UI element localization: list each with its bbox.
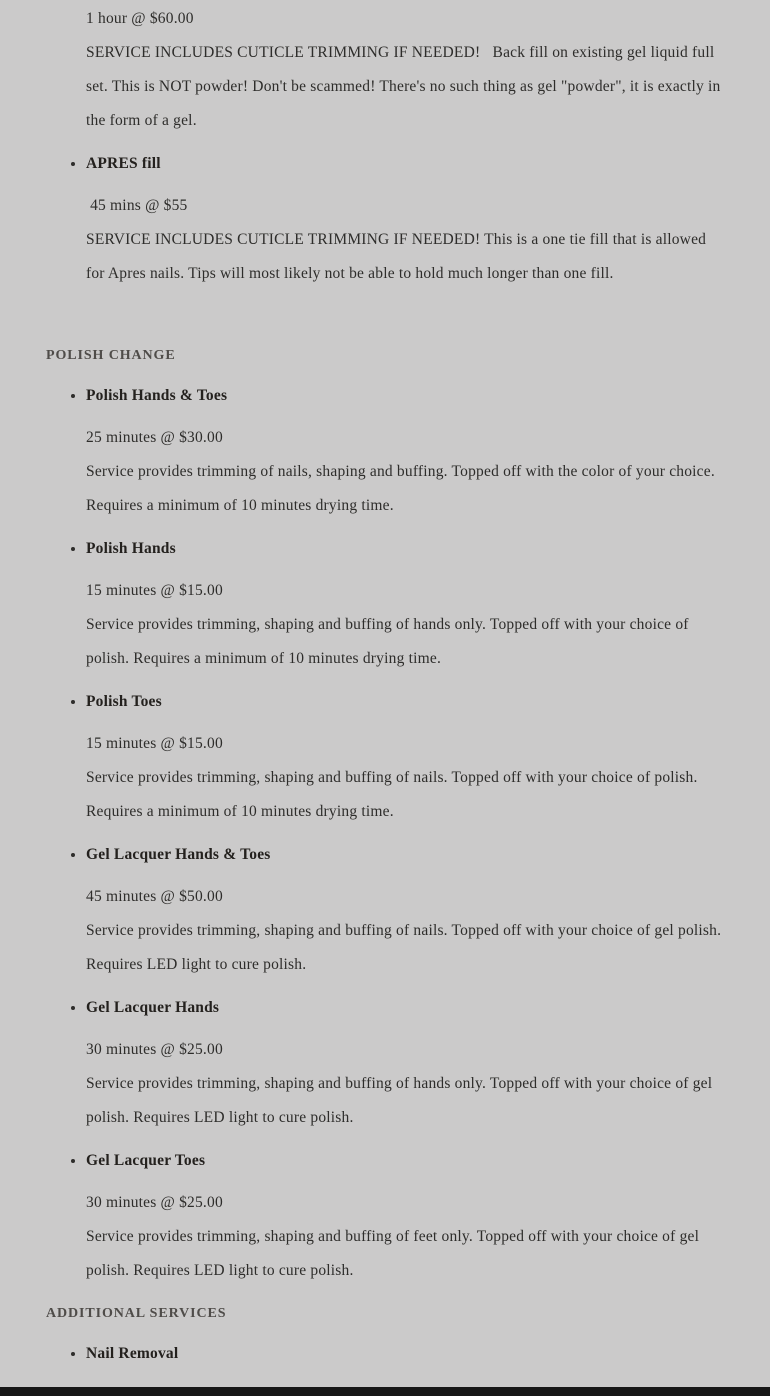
- service-item: [86, 685, 724, 829]
- service-name: • Gel Lacquer Toes: [86, 1152, 206, 1169]
- service-name: • Nail Removal: [86, 1345, 179, 1362]
- service-item: [86, 532, 724, 676]
- service-description: SERVICE INCLUDES CUTICLE TRIMMING IF NEEDED! This is a one tie fill that is allowed for Apres nails. Tips will most likely not be able to hold much longer than one fill.: [86, 231, 711, 282]
- service-name: • Gel Lacquer Hands: [86, 999, 220, 1016]
- service-section: [46, 2, 724, 291]
- service-item: [86, 379, 724, 523]
- service-description: Service provides trimming, shaping and buffing of hands only. Topped off with your choice of gel polish. Requires LED light to cure polish.: [86, 1075, 717, 1126]
- service-description: Service provides trimming, shaping and buffing of hands only. Topped off with your choice of polish. Requires a minimum of 10 minutes drying time.: [86, 616, 693, 667]
- service-description: Service provides trimming of nails, shaping and buffing. Topped off with the color of your choice. Requires a minimum of 10 minutes drying time.: [86, 463, 719, 514]
- service-item: [86, 147, 724, 291]
- services-list: [46, 2, 724, 1371]
- service-duration-price: 45 mins @ $55: [86, 197, 188, 214]
- service-duration-price: 30 minutes @ $25.00: [86, 1041, 223, 1058]
- service-items: [46, 379, 724, 1288]
- service-name: • Polish Hands: [86, 540, 176, 557]
- service-duration-price: 25 minutes @ $30.00: [86, 429, 223, 446]
- service-name: • Polish Hands & Toes: [86, 387, 228, 404]
- section-heading: POLISH CHANGE: [46, 348, 176, 363]
- service-item: [86, 2, 724, 138]
- service-item: [86, 838, 724, 982]
- service-duration-price: 15 minutes @ $15.00: [86, 735, 223, 752]
- service-section: [46, 339, 724, 1288]
- service-items: [46, 1337, 724, 1371]
- section-heading: ADDITIONAL SERVICES: [46, 1306, 227, 1321]
- service-duration-price: 30 minutes @ $25.00: [86, 1194, 223, 1211]
- service-section: [46, 1297, 724, 1371]
- service-item: [86, 1337, 724, 1371]
- service-name: • Gel Lacquer Hands & Toes: [86, 846, 271, 863]
- service-description: Service provides trimming, shaping and buffing of feet only. Topped off with your choice of gel polish. Requires LED light to cure polish.: [86, 1228, 704, 1279]
- service-items: [46, 2, 724, 291]
- service-description: SERVICE INCLUDES CUTICLE TRIMMING IF NEEDED! Back fill on existing gel liquid full set. This is NOT powder! Don't be scammed! There's no such thing as gel "powder", it is exactly in the form of a gel.: [86, 44, 725, 129]
- service-description: Service provides trimming, shaping and buffing of nails. Topped off with your choice of gel polish. Requires LED light to cure polish.: [86, 922, 726, 973]
- service-name: • Polish Toes: [86, 693, 162, 710]
- service-item: [86, 1144, 724, 1288]
- service-name: • APRES fill: [86, 155, 161, 172]
- service-duration-price: 1 hour @ $60.00: [86, 10, 194, 27]
- service-duration-price: 15 minutes @ $15.00: [86, 582, 223, 599]
- service-duration-price: 45 minutes @ $50.00: [86, 888, 223, 905]
- service-item: [86, 991, 724, 1135]
- service-description: Service provides trimming, shaping and buffing of nails. Topped off with your choice of polish. Requires a minimum of 10 minutes drying time.: [86, 769, 702, 820]
- bottom-window-edge: [0, 1387, 770, 1396]
